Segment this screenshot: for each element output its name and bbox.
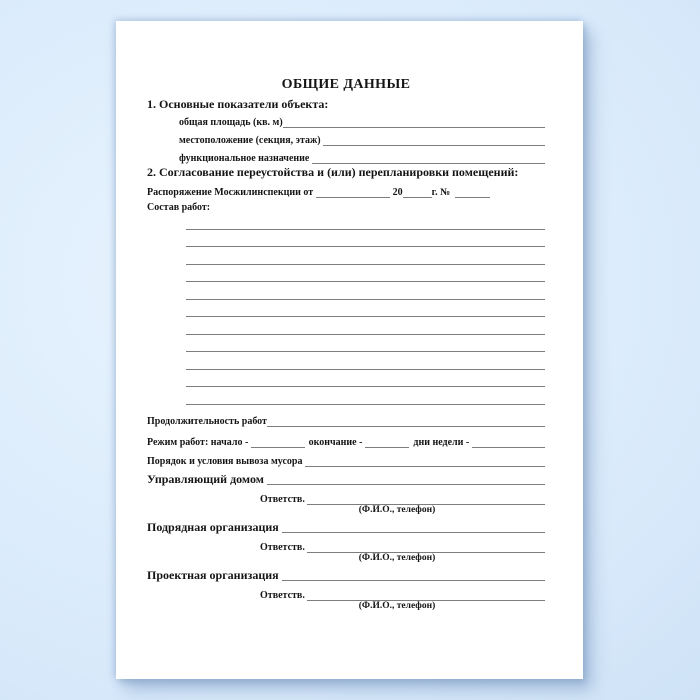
schedule-start-fill-line — [251, 447, 305, 448]
designer-fill-line — [282, 580, 545, 581]
garbage-fill-line — [305, 466, 545, 467]
field-row-total-area — [179, 117, 545, 129]
contractor-role-label: Подрядная организация — [147, 519, 282, 534]
works-blank-line — [186, 230, 545, 248]
designer-role-row — [147, 568, 545, 582]
contractor-responsible-row — [260, 542, 545, 554]
schedule-end-label: окончание - — [308, 436, 365, 448]
duration-label: Продолжительность работ — [147, 415, 267, 427]
duration-row — [147, 416, 545, 428]
location-fill-line — [323, 145, 545, 146]
purpose-fill-line — [312, 163, 545, 164]
works-blank-line — [186, 317, 545, 335]
designer-hint: (Ф.И.О., телефон) — [358, 600, 436, 611]
garbage-row — [147, 456, 545, 468]
works-blank-line — [186, 370, 545, 388]
order-row — [147, 187, 545, 199]
page-title: ОБЩИЕ ДАННЫЕ — [281, 77, 411, 92]
duration-fill-line — [267, 426, 545, 427]
field-row-location — [179, 135, 545, 147]
total-area-fill-line — [283, 127, 545, 128]
works-blank-line — [186, 212, 545, 230]
schedule-start-label: Режим работ: начало - — [147, 436, 251, 448]
works-blank-line — [186, 247, 545, 265]
contractor-responsible-label: Ответств. — [260, 541, 308, 553]
location-label: местоположение (секция, этаж) — [179, 135, 324, 146]
works-blank-line — [186, 335, 545, 353]
works-blank-lines — [186, 212, 545, 405]
total-area-label: общая площадь (кв. м) — [179, 117, 283, 128]
works-blank-line — [186, 300, 545, 318]
contractor-fill-line — [282, 532, 545, 533]
schedule-days-fill-line — [472, 447, 545, 448]
works-blank-line — [186, 387, 545, 405]
contractor-hint: (Ф.И.О., телефон) — [358, 552, 436, 563]
order-date-fill-line — [316, 197, 390, 198]
field-row-purpose — [179, 153, 545, 165]
manager-hint: (Ф.И.О., телефон) — [358, 504, 436, 515]
works-label: Состав работ: — [147, 202, 211, 213]
purpose-label: функциональное назначение — [179, 153, 312, 164]
order-label: Распоряжение Мосжилинспекции от — [147, 187, 316, 198]
section1-heading: 1. Основные показатели объекта: — [147, 97, 329, 111]
manager-responsible-label: Ответств. — [260, 493, 308, 505]
works-blank-line — [186, 282, 545, 300]
designer-responsible-row — [260, 590, 545, 602]
manager-fill-line — [267, 484, 545, 485]
schedule-days-label: дни недели - — [413, 436, 472, 448]
manager-responsible-row — [260, 494, 545, 506]
order-number-label: г. № — [431, 187, 453, 198]
section2-heading: 2. Согласование переустойства и (или) перепланировки помещений: — [147, 165, 519, 179]
order-year-fill-line — [403, 197, 432, 198]
manager-role-row — [147, 472, 545, 486]
designer-role-label: Проектная организация — [147, 567, 282, 582]
works-blank-line — [186, 265, 545, 283]
document-page — [116, 21, 583, 679]
schedule-row — [147, 437, 545, 449]
order-year-prefix: 20 — [392, 187, 403, 198]
works-blank-line — [186, 352, 545, 370]
designer-responsible-label: Ответств. — [260, 589, 308, 601]
schedule-end-fill-line — [365, 447, 410, 448]
order-number-fill-line — [455, 197, 490, 198]
garbage-label: Порядок и условия вывоза мусора — [147, 455, 305, 467]
contractor-role-row — [147, 520, 545, 534]
manager-role-label: Управляющий домом — [147, 471, 267, 486]
